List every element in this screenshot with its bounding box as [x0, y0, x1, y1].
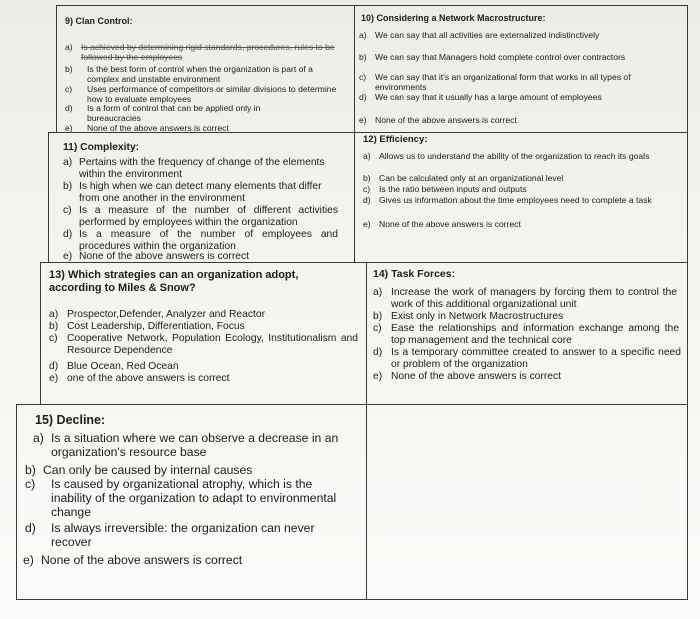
q12-option-d[interactable]: d) Gives us information about the time employees need to complete a task	[363, 195, 652, 205]
q14-option-b[interactable]: b) Exist only in Network Macrostructures	[373, 311, 564, 322]
q13-option-b[interactable]: b) Cost Leadership, Differentiation, Focus	[49, 321, 245, 332]
q11-option-a[interactable]: a) Pertains with the frequency of change of the elements within the environment	[63, 157, 325, 180]
question-13-title: 13) Which strategies can an organization adopt, according to Miles & Snow?	[49, 269, 299, 294]
question-12-cell	[354, 132, 688, 263]
question-14-title: 14) Task Forces:	[373, 268, 456, 280]
q9-option-e[interactable]: e) None of the above answers is correct	[65, 123, 229, 133]
q10-option-b[interactable]: b) We can say that Managers hold complete control over contractors	[359, 52, 626, 62]
q14-option-c[interactable]: c) Ease the relationships and information exchange among the top management and the technical core	[373, 323, 679, 346]
question-11-title: 11) Complexity:	[63, 142, 140, 153]
q13-option-c[interactable]: c) Cooperative Network, Population Ecology, Institutionalism and Resource Dependence	[49, 333, 358, 356]
q14-option-a[interactable]: a) Increase the work of managers by forcing them to control the work of this additional organizational unit	[373, 287, 677, 310]
question-10-title: 10) Considering a Network Macrostructure:	[361, 13, 546, 23]
q15-option-d[interactable]: d) Is always irreversible: the organization can never recover	[25, 521, 315, 549]
q12-option-b[interactable]: b) Can be calculated only at an organizational level	[363, 173, 564, 183]
question-13-cell	[40, 262, 367, 405]
question-11-cell	[48, 132, 355, 263]
question-15-title: 15) Decline:	[35, 413, 106, 427]
q11-option-c[interactable]: c) Is a measure of the number of different activities performed by employees within the organization	[63, 205, 338, 228]
question-12-title: 12) Efficiency:	[363, 134, 428, 145]
q9-option-d[interactable]: d) Is a form of control that can be applied only in bureaucracies	[65, 103, 261, 123]
q15-option-e[interactable]: e) None of the above answers is correct	[23, 553, 243, 567]
q10-option-d[interactable]: d) We can say that it usually has a large amount of employees	[359, 92, 602, 102]
question-14-cell	[366, 262, 688, 405]
q13-option-a[interactable]: a) Prospector,Defender, Analyzer and Reactor	[49, 309, 266, 320]
q15-option-c[interactable]: c) Is caused by organizational atrophy, which is the inability of the organization to adapt to environmental change	[25, 477, 337, 519]
q10-option-a[interactable]: a) We can say that all activities are externalized indistinctively	[359, 30, 600, 40]
q15-option-b[interactable]: b) Can only be caused by internal causes	[25, 463, 253, 477]
question-9-cell	[56, 5, 355, 133]
q13-option-e[interactable]: e) one of the above answers is correct	[49, 373, 230, 384]
question-9-title: 9) Clan Control:	[65, 16, 133, 26]
q14-option-e[interactable]: e) None of the above answers is correct	[373, 371, 561, 382]
q12-option-a[interactable]: a) Allows us to understand the ability of the organization to reach its goals	[363, 151, 650, 161]
q9-option-b[interactable]: b) Is the best form of control when the organization is part of a complex and unstable environment	[65, 64, 313, 84]
q10-option-e[interactable]: e) None of the above answers is correct	[359, 115, 517, 125]
q11-option-b[interactable]: b) Is high when we can detect many elements that differ from one another in the environment	[63, 181, 322, 204]
q11-option-d[interactable]: d) Is a measure of the number of employees and procedures within the organization	[63, 229, 338, 252]
q12-option-c[interactable]: c) Is the ratio between inputs and outputs	[363, 184, 527, 194]
q9-option-c[interactable]: c) Uses performance of competitors or similar divisions to determine how to evaluate employees	[65, 84, 337, 104]
question-15-cell	[16, 404, 367, 600]
q9-option-a[interactable]: a) Is achieved by determining rigid standards, procedures, rules to be followed by the employees	[65, 42, 335, 62]
q13-option-d[interactable]: d) Blue Ocean, Red Ocean	[49, 361, 179, 372]
question-10-cell	[354, 5, 688, 133]
q14-option-d[interactable]: d) Is a temporary committee created to answer to a specific need or problem of the organization	[373, 347, 681, 370]
q11-option-e[interactable]: e) None of the above answers is correct	[63, 251, 249, 262]
q10-option-c[interactable]: c) We can say that it's an organizational form that works in all types of environments	[359, 72, 631, 92]
empty-cell	[366, 404, 688, 600]
q15-option-a[interactable]: a) Is a situation where we can observe a decrease in an organization's resource base	[33, 431, 339, 459]
q12-option-e[interactable]: e) None of the above answers is correct	[363, 219, 521, 229]
